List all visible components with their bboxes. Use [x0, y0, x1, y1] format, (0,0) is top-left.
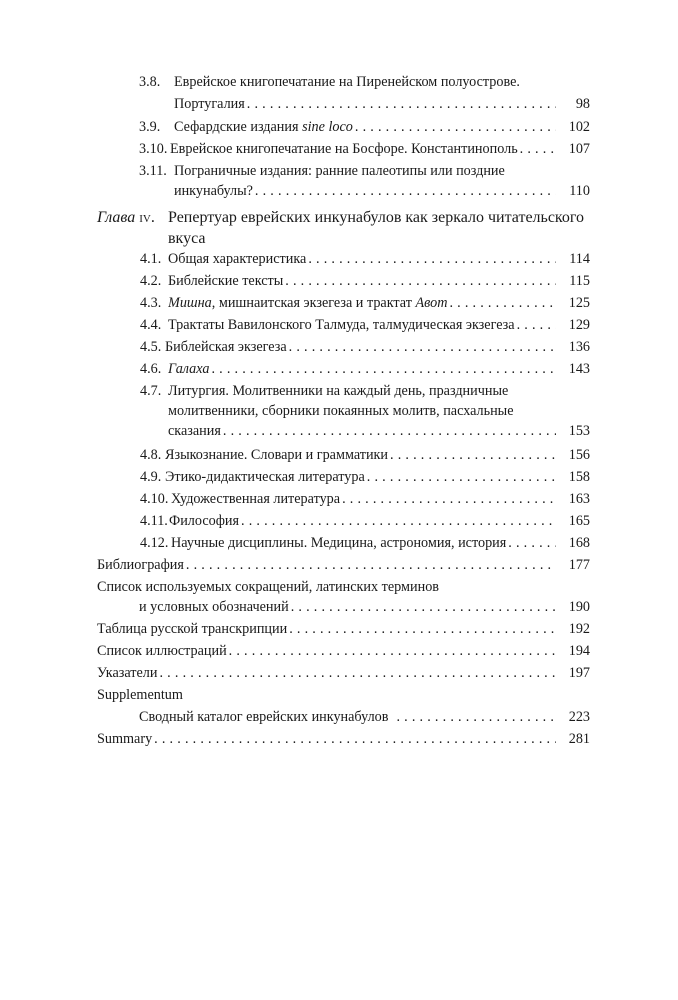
- entry-title: Галаха: [168, 361, 210, 377]
- leader-dots: [365, 467, 556, 487]
- leader-dots: [289, 597, 556, 617]
- entry-title: Библейские тексты: [168, 273, 284, 289]
- toc-entry-3-11[interactable]: [0, 181, 678, 201]
- entry-title: Список используемых сокращений, латинских терминов: [97, 579, 439, 595]
- entry-title: Еврейское книгопечатание на Пиренейском полуострове.: [174, 74, 520, 90]
- toc-entry-4-3[interactable]: [0, 293, 678, 313]
- toc-entry-4-8[interactable]: [0, 445, 678, 465]
- entry-page: 197: [568, 665, 590, 681]
- toc-entry-4-7-line2: [0, 401, 678, 421]
- entry-number: 4.6.: [140, 361, 162, 377]
- leader-dots: [287, 619, 556, 639]
- toc-entry-3-9[interactable]: [0, 117, 678, 137]
- entry-title: Художественная литература: [171, 491, 341, 507]
- leader-dots: [515, 315, 556, 335]
- entry-number: 4.7.: [140, 383, 162, 399]
- chapter-heading-cont: [0, 229, 678, 251]
- entry-number: 3.8.: [139, 74, 161, 90]
- entry-number: 4.12.: [140, 535, 169, 551]
- entry-page: 158: [568, 469, 590, 485]
- entry-title: Пограничные издания: ранние палеотипы или поздние: [174, 163, 505, 179]
- entry-page: 177: [568, 557, 590, 573]
- toc-entry-4-5[interactable]: [0, 337, 678, 357]
- toc-entry-4-6[interactable]: [0, 359, 678, 379]
- toc-entry-4-7-line1: [0, 381, 678, 401]
- leader-dots: [506, 533, 556, 553]
- entry-number: 3.10.: [139, 141, 168, 157]
- entry-number: 4.9.: [140, 469, 162, 485]
- leader-dots: [283, 271, 556, 291]
- entry-title: Библиография: [97, 557, 184, 573]
- entry-page: 125: [568, 295, 590, 311]
- chapter-title: Репертуар еврейских инкунабулов как зеркало читательского: [168, 209, 585, 226]
- toc-entry-summary[interactable]: [0, 729, 678, 749]
- entry-title: Библейская экзегеза: [165, 339, 287, 355]
- entry-title: Литургия. Молитвенники на каждый день, праздничные: [168, 383, 509, 399]
- entry-title: Сефардские издания sine loco: [174, 119, 353, 135]
- entry-title: Общая характеристика: [168, 251, 307, 267]
- toc-entry-4-7[interactable]: [0, 421, 678, 441]
- entry-number: 4.2.: [140, 273, 162, 289]
- toc-entry-4-9[interactable]: [0, 467, 678, 487]
- entry-title: Таблица русской транскрипции: [97, 621, 288, 637]
- entry-title: Указатели: [97, 665, 158, 681]
- entry-page: 163: [568, 491, 590, 507]
- entry-title: Summary: [97, 731, 153, 747]
- chapter-label: Глава iv.: [97, 209, 155, 226]
- entry-title-cont: Португалия: [174, 96, 245, 112]
- toc-entry-3-11-line1: [0, 161, 678, 181]
- entry-title: Еврейское книгопечатание на Босфоре. Константинополь: [170, 141, 518, 157]
- toc-entry-4-10[interactable]: [0, 489, 678, 509]
- leader-dots: [447, 293, 556, 313]
- entry-page: 102: [568, 119, 590, 135]
- entry-title: Мишна, мишнаитская экзегеза и трактат Авот: [168, 295, 448, 311]
- entry-title: Supplementum: [97, 687, 183, 703]
- toc-entry-abbreviations[interactable]: [0, 597, 678, 617]
- entry-page: 115: [569, 273, 590, 289]
- leader-dots: [388, 445, 556, 465]
- entry-page: 168: [568, 535, 590, 551]
- entry-number: 4.1.: [140, 251, 162, 267]
- entry-page: 192: [568, 621, 590, 637]
- toc-entry-3-8-line1: [0, 72, 678, 92]
- entry-number: 4.3.: [140, 295, 162, 311]
- entry-number: 3.11.: [139, 163, 167, 179]
- entry-number: 4.11.: [140, 513, 168, 529]
- leader-dots: [157, 663, 556, 683]
- entry-title-cont: молитвенники, сборники покаянных молитв, пасхальные: [168, 403, 514, 419]
- entry-page: 107: [568, 141, 590, 157]
- leader-dots: [239, 511, 556, 531]
- toc-entry-4-2[interactable]: [0, 271, 678, 291]
- entry-title-cont: и условных обозначений: [139, 599, 289, 615]
- entry-page: 153: [568, 423, 590, 439]
- toc-entry-catalogue[interactable]: [0, 707, 678, 727]
- entry-title-cont: инкунабулы?: [174, 183, 253, 199]
- toc-entry-3-10[interactable]: [0, 139, 678, 159]
- toc-entry-4-1[interactable]: [0, 249, 678, 269]
- entry-page: 223: [568, 709, 590, 725]
- entry-page: 194: [568, 643, 590, 659]
- entry-page: 110: [569, 183, 590, 199]
- entry-number: 4.4.: [140, 317, 162, 333]
- leader-dots: [353, 117, 556, 137]
- leader-dots: [245, 94, 556, 114]
- entry-title: Философия: [169, 513, 240, 529]
- entry-number: 3.9.: [139, 119, 161, 135]
- entry-title: Научные дисциплины. Медицина, астрономия, история: [171, 535, 507, 551]
- chapter-title-cont: вкуса: [168, 230, 206, 247]
- toc-entry-4-4[interactable]: [0, 315, 678, 335]
- toc-entry-bibliography[interactable]: [0, 555, 678, 575]
- entry-page: 143: [568, 361, 590, 377]
- entry-title: Языкознание. Словари и грамматики: [165, 447, 389, 463]
- toc-entry-transcription[interactable]: [0, 619, 678, 639]
- leader-dots: [227, 641, 556, 661]
- entry-title: Этико-дидактическая литература: [165, 469, 365, 485]
- toc-entry-illustrations[interactable]: [0, 641, 678, 661]
- leader-dots: [184, 555, 556, 575]
- entry-page: 98: [575, 96, 590, 112]
- leader-dots: [253, 181, 556, 201]
- entry-number: 4.8.: [140, 447, 162, 463]
- entry-page: 281: [568, 731, 590, 747]
- entry-page: 129: [568, 317, 590, 333]
- entry-title: Сводный каталог еврейских инкунабулов: [139, 709, 389, 725]
- leader-dots: [287, 337, 556, 357]
- entry-title-cont: сказания: [168, 423, 221, 439]
- entry-page: 136: [568, 339, 590, 355]
- entry-page: 165: [568, 513, 590, 529]
- entry-title: Трактаты Вавилонского Талмуда, талмудическая экзегеза: [168, 317, 515, 333]
- toc-entry-indexes[interactable]: [0, 663, 678, 683]
- toc-entry-4-12[interactable]: [0, 533, 678, 553]
- toc-entry-3-8[interactable]: [0, 94, 678, 114]
- entry-number: 4.5.: [140, 339, 162, 355]
- chapter-heading[interactable]: [0, 208, 678, 230]
- entry-title: Список иллюстраций: [97, 643, 227, 659]
- toc-entry-abbreviations-line1: [0, 577, 678, 597]
- entry-number: 4.10.: [140, 491, 169, 507]
- leader-dots: [340, 489, 556, 509]
- leader-dots: [209, 359, 556, 379]
- leader-dots: [221, 421, 556, 441]
- entry-page: 114: [569, 251, 590, 267]
- leader-dots: [152, 729, 556, 749]
- entry-page: 190: [568, 599, 590, 615]
- toc-entry-4-11[interactable]: [0, 511, 678, 531]
- entry-page: 156: [568, 447, 590, 463]
- leader-dots: [518, 139, 556, 159]
- toc-entry-supplementum[interactable]: [0, 685, 678, 705]
- leader-dots: [306, 249, 556, 269]
- entry-title-italic: sine loco: [302, 119, 353, 135]
- leader-dots: [388, 707, 556, 727]
